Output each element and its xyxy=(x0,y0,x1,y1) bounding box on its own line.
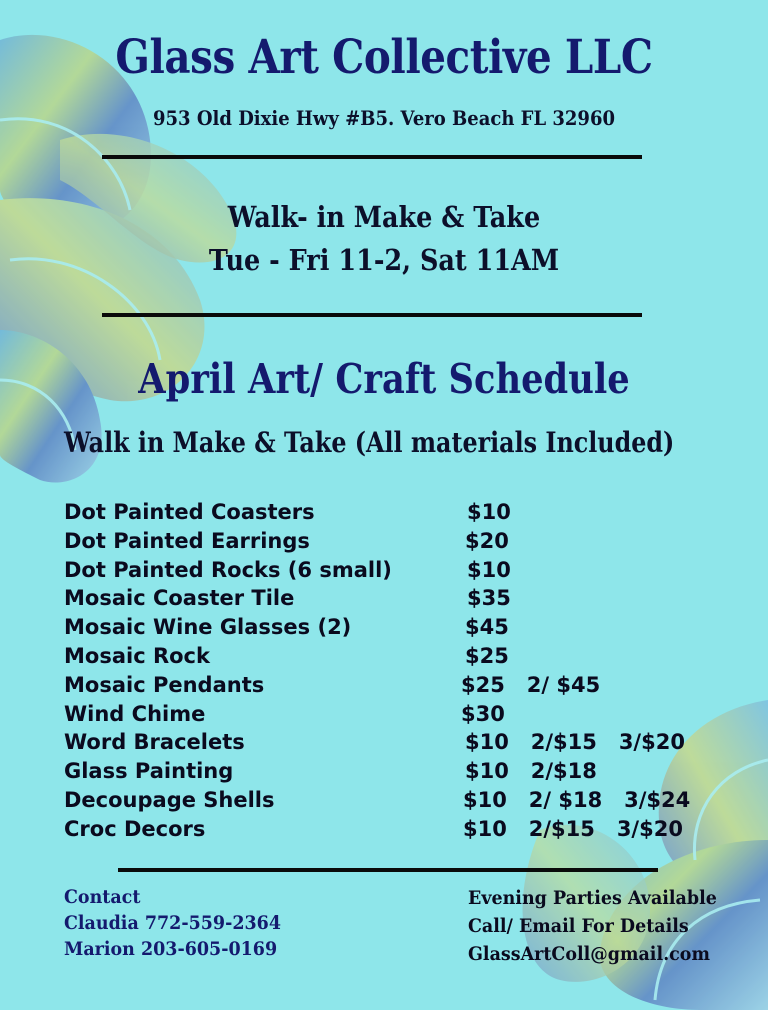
item-name: Wind Chime xyxy=(64,701,206,726)
list-item xyxy=(64,615,744,644)
item-name: Dot Painted Rocks (6 small) xyxy=(64,557,392,582)
schedule-subtitle: Walk in Make & Take (All materials Included) xyxy=(64,426,675,459)
item-name: Mosaic Wine Glasses (2) xyxy=(64,615,352,640)
item-name: Mosaic Rock xyxy=(64,643,210,668)
item-name: Decoupage Shells xyxy=(64,787,275,812)
item-name: Croc Decors xyxy=(64,816,206,841)
item-price: $20 xyxy=(465,528,509,553)
list-item xyxy=(64,586,744,615)
list-item xyxy=(64,644,744,673)
schedule-title: April Art/ Craft Schedule xyxy=(138,355,630,403)
parties-block xyxy=(468,884,717,968)
business-address: 953 Old Dixie Hwy #B5. Vero Beach FL 32960 xyxy=(152,106,616,130)
divider-rule xyxy=(102,155,642,159)
list-item xyxy=(64,759,744,788)
list-item xyxy=(64,788,744,817)
divider-rule xyxy=(102,313,642,317)
list-item xyxy=(64,558,744,587)
contact-heading: Contact xyxy=(64,886,141,908)
parties-details: Call/ Email For Details xyxy=(468,915,689,937)
price-list xyxy=(64,500,744,846)
item-name: Dot Painted Earrings xyxy=(64,528,310,553)
item-name: Mosaic Coaster Tile xyxy=(64,586,295,611)
item-price: $30 xyxy=(461,701,505,726)
list-item xyxy=(64,529,744,558)
list-item xyxy=(64,673,744,702)
parties-heading: Evening Parties Available xyxy=(468,887,717,909)
item-price: $10 2/$15 3/$20 xyxy=(463,816,683,841)
item-price: $10 2/$18 xyxy=(465,759,597,784)
item-name: Glass Painting xyxy=(64,759,234,784)
item-price: $10 2/ $18 3/$24 xyxy=(463,787,691,812)
list-item xyxy=(64,500,744,529)
contact-marion: Marion 203-605-0169 xyxy=(64,938,278,960)
item-name: Dot Painted Coasters xyxy=(64,500,315,524)
item-name: Mosaic Pendants xyxy=(64,672,265,697)
walk-in-heading: Walk- in Make & Take xyxy=(227,200,541,234)
item-price: $10 xyxy=(467,557,511,582)
item-price: $10 2/$15 3/$20 xyxy=(465,730,685,755)
list-item xyxy=(64,817,744,846)
item-price: $10 xyxy=(467,500,511,524)
item-name: Word Bracelets xyxy=(64,730,245,755)
business-name: Glass Art Collective LLC xyxy=(115,30,653,85)
item-price: $25 xyxy=(465,643,509,668)
contact-email: GlassArtColl@gmail.com xyxy=(468,943,710,965)
contact-block xyxy=(64,884,281,962)
item-price: $45 xyxy=(465,615,509,640)
list-item xyxy=(64,702,744,731)
contact-claudia: Claudia 772-559-2364 xyxy=(64,912,282,934)
list-item xyxy=(64,730,744,759)
item-price: $35 xyxy=(467,586,511,611)
walk-in-hours: Tue - Fri 11-2, Sat 11AM xyxy=(208,243,560,277)
item-price: $25 2/ $45 xyxy=(461,672,601,697)
divider-rule xyxy=(118,868,658,872)
